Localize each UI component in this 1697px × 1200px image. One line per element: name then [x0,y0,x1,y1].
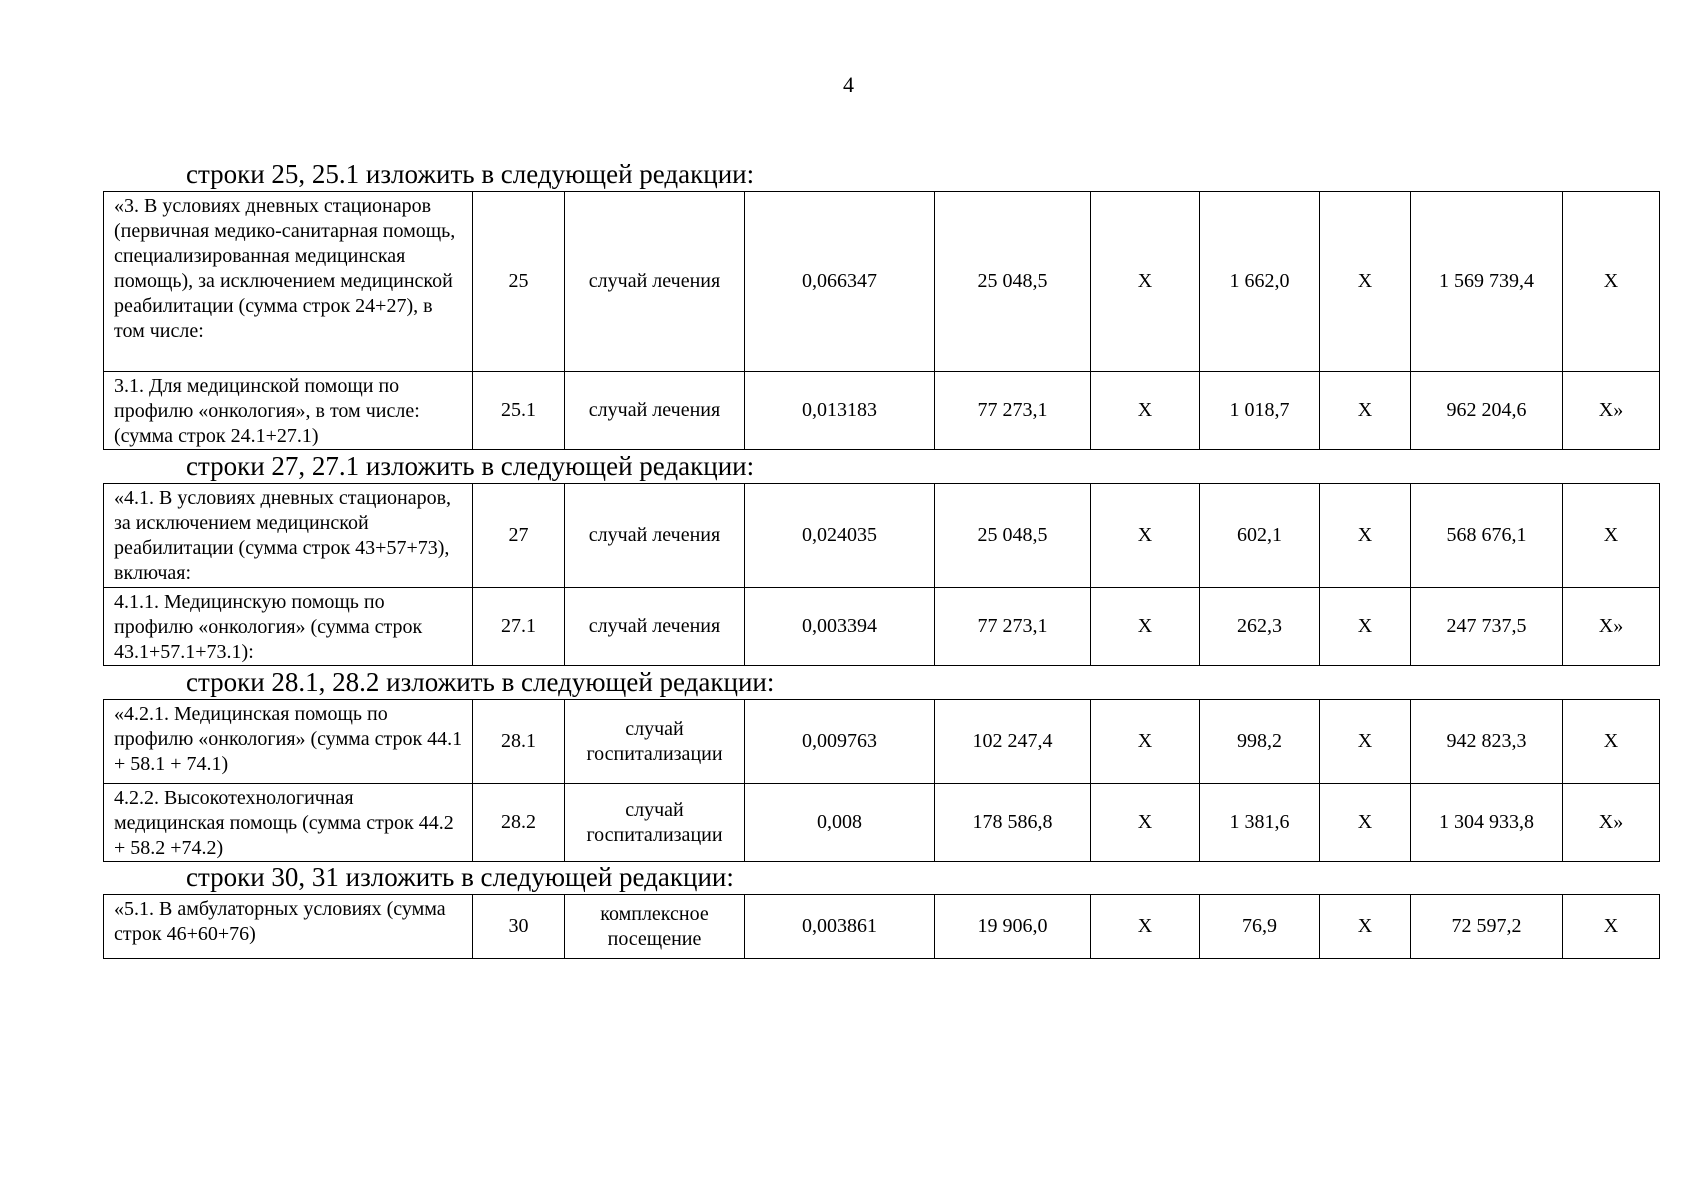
row-cost: 77 273,1 [935,588,1091,666]
table-row [104,700,1660,784]
row-col9: 247 737,5 [1411,588,1563,666]
row-col9: 72 597,2 [1411,895,1563,959]
amendment-table [103,699,1660,862]
row-col7: 998,2 [1200,700,1320,784]
section-rows-30 [103,860,1659,959]
row-col8: X [1320,784,1411,862]
row-cost: 25 048,5 [935,484,1091,588]
row-unit: случай лечения [565,372,745,450]
table-row [104,372,1660,450]
row-col7: 1 662,0 [1200,192,1320,372]
row-norm: 0,003394 [745,588,935,666]
section-rows-28 [103,665,1659,862]
table-row [104,895,1660,959]
row-code: 27 [473,484,565,588]
row-col7: 76,9 [1200,895,1320,959]
row-unit: комплексное посещение [565,895,745,959]
row-col10: X [1563,895,1660,959]
page-number: 4 [843,72,854,97]
row-unit: случай лечения [565,588,745,666]
row-col7: 1 018,7 [1200,372,1320,450]
amendment-table [103,191,1660,450]
section-heading: строки 28.1, 28.2 изложить в следующей редакции: [186,667,775,697]
row-col7: 602,1 [1200,484,1320,588]
row-description: 4.1.1. Медицинскую помощь по профилю «онкология» (сумма строк 43.1+57.1+73.1): [104,588,473,666]
section-rows-27 [103,449,1659,666]
row-col10: X» [1563,372,1660,450]
row-norm: 0,008 [745,784,935,862]
row-col6: X [1091,372,1200,450]
row-cost: 25 048,5 [935,192,1091,372]
row-cost: 102 247,4 [935,700,1091,784]
row-code: 28.1 [473,700,565,784]
amendment-table [103,894,1660,959]
section-rows-25 [103,157,1659,450]
row-code: 25 [473,192,565,372]
row-col10: X [1563,484,1660,588]
row-code: 25.1 [473,372,565,450]
row-col8: X [1320,700,1411,784]
row-col8: X [1320,192,1411,372]
row-unit: случай госпитализации [565,784,745,862]
row-unit: случай лечения [565,484,745,588]
row-norm: 0,009763 [745,700,935,784]
row-col10: X [1563,700,1660,784]
row-norm: 0,024035 [745,484,935,588]
row-col9: 962 204,6 [1411,372,1563,450]
row-cost: 19 906,0 [935,895,1091,959]
row-norm: 0,066347 [745,192,935,372]
row-description: «4.1. В условиях дневных стационаров, за исключением медицинской реабилитации (сумма строк 43+57+73), включая: [104,484,473,588]
row-col6: X [1091,192,1200,372]
row-cost: 77 273,1 [935,372,1091,450]
row-description: «3. В условиях дневных стационаров (первичная медико-санитарная помощь, специализированная медицинская помощь), за исключением медицинской реабилитации (сумма строк 24+27), в том числе: [104,192,473,372]
row-col6: X [1091,700,1200,784]
row-col10: X [1563,192,1660,372]
row-code: 28.2 [473,784,565,862]
row-col6: X [1091,588,1200,666]
row-code: 27.1 [473,588,565,666]
row-col6: X [1091,895,1200,959]
row-description: «5.1. В амбулаторных условиях (сумма строк 46+60+76) [104,895,473,959]
row-unit: случай лечения [565,192,745,372]
row-col10: X» [1563,588,1660,666]
row-description: 4.2.2. Высокотехнологичная медицинская помощь (сумма строк 44.2 + 58.2 +74.2) [104,784,473,862]
row-col7: 1 381,6 [1200,784,1320,862]
table-row [104,588,1660,666]
table-row [104,192,1660,372]
row-norm: 0,013183 [745,372,935,450]
section-heading: строки 30, 31 изложить в следующей редакции: [186,862,734,892]
row-description: 3.1. Для медицинской помощи по профилю «онкология», в том числе: (сумма строк 24.1+27.1) [104,372,473,450]
table-row [104,784,1660,862]
section-heading: строки 25, 25.1 изложить в следующей редакции: [186,159,755,189]
row-col9: 1 569 739,4 [1411,192,1563,372]
amendment-table [103,483,1660,666]
row-norm: 0,003861 [745,895,935,959]
row-col9: 1 304 933,8 [1411,784,1563,862]
row-code: 30 [473,895,565,959]
row-cost: 178 586,8 [935,784,1091,862]
row-col8: X [1320,484,1411,588]
row-col10: X» [1563,784,1660,862]
row-col8: X [1320,372,1411,450]
table-row [104,484,1660,588]
section-heading: строки 27, 27.1 изложить в следующей редакции: [186,451,755,481]
row-col6: X [1091,484,1200,588]
row-description: «4.2.1. Медицинская помощь по профилю «онкология» (сумма строк 44.1 + 58.1 + 74.1) [104,700,473,784]
row-col9: 568 676,1 [1411,484,1563,588]
row-col9: 942 823,3 [1411,700,1563,784]
row-col6: X [1091,784,1200,862]
row-col8: X [1320,895,1411,959]
row-col7: 262,3 [1200,588,1320,666]
row-col8: X [1320,588,1411,666]
row-unit: случай госпитализации [565,700,745,784]
